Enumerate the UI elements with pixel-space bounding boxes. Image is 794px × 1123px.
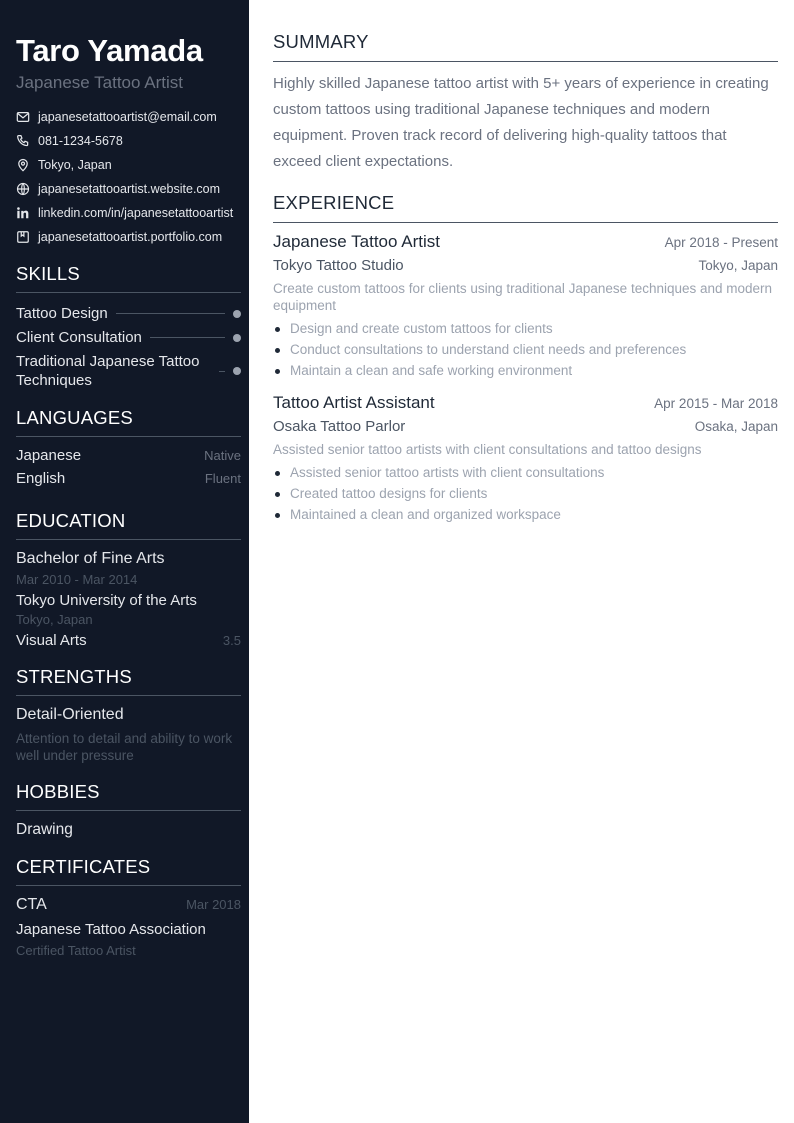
job-bullet: Created tattoo designs for clients xyxy=(273,483,778,504)
contact-location-text: Tokyo, Japan xyxy=(38,158,112,172)
experience-heading: EXPERIENCE xyxy=(273,192,778,223)
skill-label: Tattoo Design xyxy=(16,305,108,322)
job-company: Osaka Tattoo Parlor xyxy=(273,418,406,435)
language-level: Fluent xyxy=(204,471,241,486)
job-bullets xyxy=(273,318,778,381)
strength-name: Detail-Oriented xyxy=(16,706,124,723)
skill-line xyxy=(150,337,225,338)
languages-section xyxy=(16,407,241,493)
education-section xyxy=(16,510,241,649)
skill-label: Client Consultation xyxy=(16,329,142,346)
skills-section xyxy=(16,263,241,390)
job-bullets xyxy=(273,462,778,525)
contact-email[interactable] xyxy=(16,105,241,129)
summary-text: Highly skilled Japanese tattoo artist with 5+ years of experience in creating custom tattoos using traditional Japanese techniques and modern equipment. Proven track record of delivering high-quality tattoos that exceed client expectations. xyxy=(273,75,769,170)
contact-website[interactable] xyxy=(16,177,241,201)
language-level: Native xyxy=(204,448,241,463)
contact-list xyxy=(16,105,241,249)
hobbies-section xyxy=(16,781,241,839)
certificate-date: Mar 2018 xyxy=(186,897,241,912)
contact-website-text: japanesetattooartist.website.com xyxy=(38,182,221,196)
linkedin-icon xyxy=(16,206,30,220)
job-title: Tattoo Artist Assistant xyxy=(273,393,435,412)
contact-location xyxy=(16,153,241,177)
hobby-item: Drawing xyxy=(16,821,73,838)
location-pin-icon xyxy=(16,158,30,172)
job-title: Japanese Tattoo Artist xyxy=(273,232,440,251)
language-name: Japanese xyxy=(16,447,82,464)
portfolio-icon xyxy=(16,230,30,244)
summary-section xyxy=(273,31,778,175)
education-location: Tokyo, Japan xyxy=(16,612,93,627)
contact-phone-text: 081-1234-5678 xyxy=(38,134,123,148)
job-company: Tokyo Tattoo Studio xyxy=(273,257,404,274)
education-field-row xyxy=(16,632,241,649)
contact-linkedin-text: linkedin.com/in/japanesetattooartist xyxy=(38,206,234,220)
job-bullet: Maintain a clean and safe working environment xyxy=(273,360,778,381)
experience-item xyxy=(273,393,778,525)
main-content xyxy=(273,31,778,525)
contact-email-text: japanesetattooartist@email.com xyxy=(38,110,217,124)
phone-icon xyxy=(16,134,30,148)
certificates-heading: CERTIFICATES xyxy=(16,856,241,886)
summary-heading: SUMMARY xyxy=(273,31,778,62)
skill-dot xyxy=(233,334,241,342)
education-degree: Bachelor of Fine Arts xyxy=(16,550,165,567)
skill-line xyxy=(219,371,225,372)
mail-icon xyxy=(16,110,30,124)
certificate-name: CTA xyxy=(16,896,47,913)
profile-name: Taro Yamada xyxy=(16,33,203,68)
globe-icon xyxy=(16,182,30,196)
job-bullet: Conduct consultations to understand client needs and preferences xyxy=(273,339,778,360)
certificate-row xyxy=(16,896,241,914)
language-item xyxy=(16,447,241,470)
language-item xyxy=(16,470,241,493)
job-dates: Apr 2018 - Present xyxy=(664,235,778,250)
skill-item xyxy=(16,304,241,323)
hobbies-heading: HOBBIES xyxy=(16,781,241,811)
languages-heading: LANGUAGES xyxy=(16,407,241,437)
skill-dot xyxy=(233,367,241,375)
contact-phone[interactable] xyxy=(16,129,241,153)
skill-item xyxy=(16,352,241,390)
education-school: Tokyo University of the Arts xyxy=(16,592,197,609)
job-bullet: Maintained a clean and organized workspace xyxy=(273,504,778,525)
education-dates: Mar 2010 - Mar 2014 xyxy=(16,572,138,587)
education-field: Visual Arts xyxy=(16,632,87,649)
sidebar xyxy=(0,0,249,1123)
skill-label: Traditional Japanese Tattoo Techniques xyxy=(16,353,200,389)
language-name: English xyxy=(16,470,66,487)
job-description: Assisted senior tattoo artists with client consultations and tattoo designs xyxy=(273,442,702,457)
education-gpa: 3.5 xyxy=(222,633,241,648)
contact-portfolio[interactable] xyxy=(16,225,241,249)
skill-line xyxy=(116,313,225,314)
certificate-description: Certified Tattoo Artist xyxy=(16,943,136,958)
job-bullet: Design and create custom tattoos for clients xyxy=(273,318,778,339)
job-location: Osaka, Japan xyxy=(694,419,778,434)
strength-description: Attention to detail and ability to work well under pressure xyxy=(16,731,233,763)
certificates-section xyxy=(16,856,241,958)
job-location: Tokyo, Japan xyxy=(698,258,778,273)
contact-linkedin[interactable] xyxy=(16,201,241,225)
experience-section xyxy=(273,192,778,525)
contact-portfolio-text: japanesetattooartist.portfolio.com xyxy=(38,230,223,244)
experience-item xyxy=(273,232,778,381)
skills-heading: SKILLS xyxy=(16,263,241,293)
job-bullet: Assisted senior tattoo artists with client consultations xyxy=(273,462,778,483)
profile-title: Japanese Tattoo Artist xyxy=(16,73,183,92)
job-dates: Apr 2015 - Mar 2018 xyxy=(654,396,778,411)
job-description: Create custom tattoos for clients using traditional Japanese techniques and modern equipment xyxy=(273,281,773,313)
education-heading: EDUCATION xyxy=(16,510,241,540)
strengths-section xyxy=(16,666,241,764)
skill-item xyxy=(16,328,241,347)
certificate-issuer: Japanese Tattoo Association xyxy=(16,921,206,938)
strengths-heading: STRENGTHS xyxy=(16,666,241,696)
skill-dot xyxy=(233,310,241,318)
